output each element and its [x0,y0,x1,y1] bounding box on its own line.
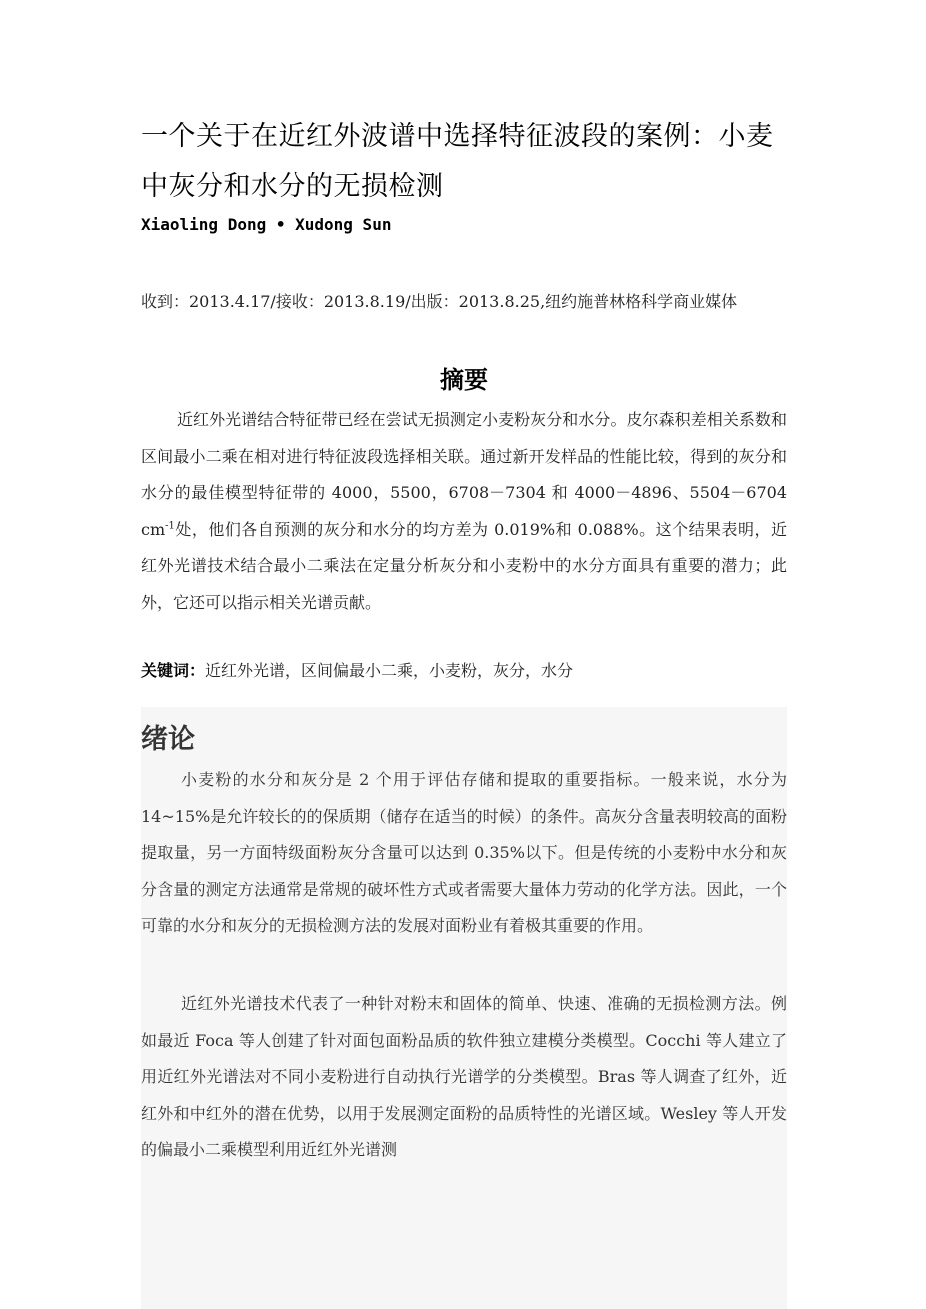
introduction-heading: 绪论 [141,724,195,755]
wavenumber-superscript: -1 [165,520,175,532]
abstract-heading: 摘要 [440,366,488,394]
abstract-text-part1: 近红外光谱结合特征带已经在尝试无损测定小麦粉灰分和水分。皮尔森积差相关系数和区间最小二乘在相对进行特征波段选择相关联。通过新开发样品的性能比较，得到的灰分和水分的最佳模型特征带的 4000，5500，6708－7304 和 4000－4896、5504－6704 cm [141,410,787,539]
introduction-paragraph-2: 近红外光谱技术代表了一种针对粉末和固体的简单、快速、准确的无损检测方法。例如最近 Foca 等人创建了针对面包面粉品质的软件独立建模分类模型。Cocchi 等人建立了用近红外光谱法对不同小麦粉进行自动执行光谱学的分类模型。Bras 等人调查了红外，近红外和中红外的潜在优势，以用于发展测定面粉的品质特性的光谱区域。Wesley 等人开发的偏最小二乘模型利用近红外光谱测 [141,994,787,1159]
keywords-label: 关键词： [141,661,206,680]
introduction-paragraph-1: 小麦粉的水分和灰分是 2 个用于评估存储和提取的重要指标。一般来说，水分为 14~15%是允许较长的的保质期（储存在适当的时候）的条件。高灰分含量表明较高的面粉提取量，另一方面特级面粉灰分含量可以达到 0.35%以下。但是传统的小麦粉中水分和灰分含量的测定方法通常是常规的破坏性方式或者需要大量体力劳动的化学方法。因此，一个可靠的水分和灰分的无损检测方法的发展对面粉业有着极其重要的作用。 [141,770,787,935]
publication-dates: 收到：2013.4.17/接收：2013.8.19/出版：2013.8.25,纽约施普林格科学商业媒体 [141,292,738,311]
introduction-section [141,707,787,1309]
paper-authors: Xiaoling Dong • Xudong Sun [141,215,392,234]
keywords-line [141,654,787,688]
abstract-text-part2: 处，他们各自预测的灰分和水分的均方差为 0.019%和 0.088%。这个结果表明，近红外光谱技术结合最小二乘法在定量分析灰分和小麦粉中的水分方面具有重要的潜力；此外，它还可以指示相关光谱贡献。 [141,519,787,612]
abstract-body [141,402,787,621]
paper-title: 一个关于在近红外波谱中选择特征波段的案例：小麦中灰分和水分的无损检测 [141,121,774,202]
keywords-text: 近红外光谱，区间偏最小二乘，小麦粉，灰分，水分 [205,661,574,680]
